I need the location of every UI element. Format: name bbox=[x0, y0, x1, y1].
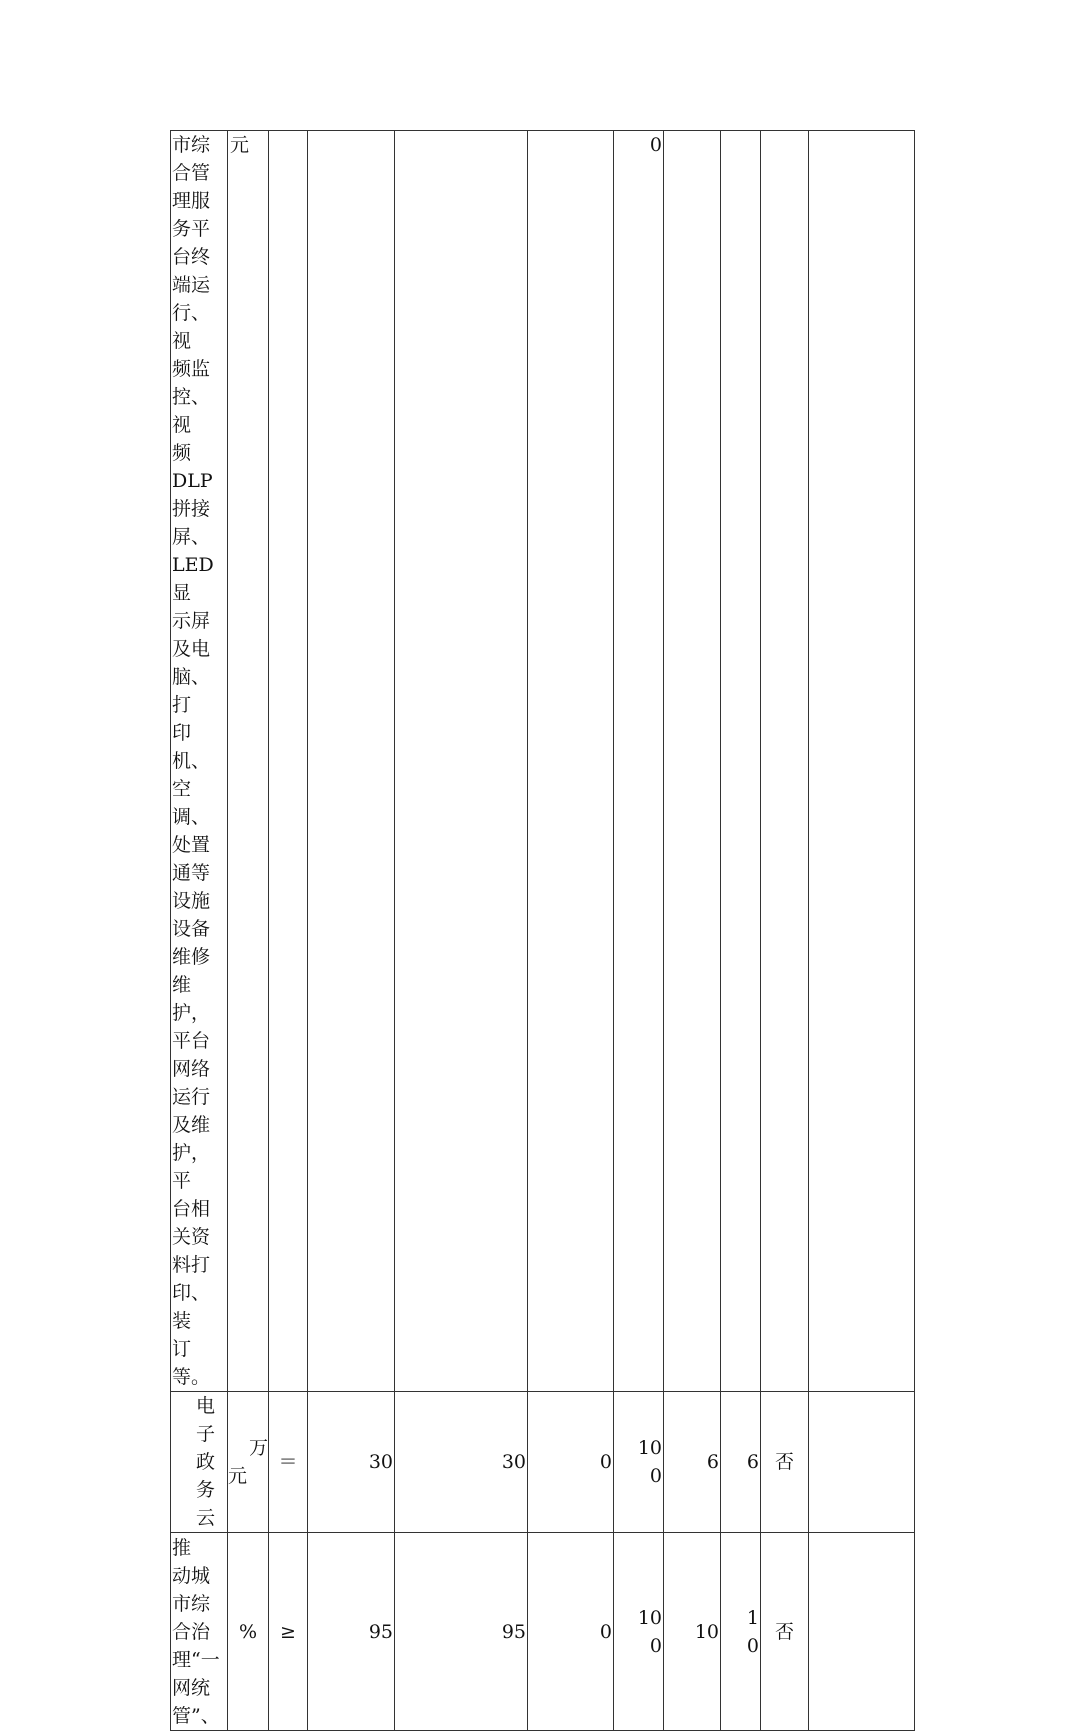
indicator-name-line: 动城 bbox=[172, 1564, 211, 1587]
difference-cell: 0 bbox=[528, 1533, 614, 1731]
indicator-name-line: 处置 bbox=[172, 834, 211, 856]
completion-rate-line: 0 bbox=[649, 1634, 662, 1657]
indicator-name-line: 平台 bbox=[172, 1030, 211, 1052]
indicator-name-line: 网统 bbox=[172, 1676, 211, 1699]
indicator-name-line: LED显 bbox=[172, 554, 214, 604]
indicator-name-line: 网络 bbox=[172, 1058, 211, 1080]
completion-rate-line: 10 bbox=[637, 1606, 662, 1629]
unit-cell: % bbox=[228, 1533, 269, 1731]
note-cell bbox=[809, 131, 915, 1392]
indicator-name-line: 运行 bbox=[172, 1086, 211, 1108]
indicator-name-line: 屏、 bbox=[172, 526, 211, 548]
unit-cell: 元 bbox=[228, 131, 269, 1392]
weight-cell: 10 bbox=[664, 1533, 721, 1731]
indicator-name-line: 行、视 bbox=[172, 302, 211, 352]
score-line: 0 bbox=[746, 1634, 759, 1657]
indicator-name-line: 料打 bbox=[172, 1254, 211, 1276]
indicator-name-line: 合管 bbox=[172, 162, 211, 184]
target-value-cell: 30 bbox=[308, 1392, 395, 1533]
operator-cell: ＝ bbox=[269, 1392, 308, 1533]
completion-rate-line: 10 bbox=[637, 1437, 662, 1459]
indicator-name-line: 端运 bbox=[172, 274, 211, 296]
note-cell bbox=[809, 1392, 915, 1533]
indicator-name-line: 务平 bbox=[172, 218, 211, 240]
indicator-name-line: 拼接 bbox=[172, 498, 211, 520]
score-cell bbox=[721, 1392, 761, 1533]
table-row bbox=[171, 1392, 915, 1533]
indicator-name-line: 护，平 bbox=[172, 1142, 211, 1192]
difference-cell bbox=[528, 131, 614, 1392]
score-cell bbox=[721, 1533, 761, 1731]
indicator-name-cell bbox=[171, 131, 228, 1392]
score-cell bbox=[721, 131, 761, 1392]
indicator-name-line: 务云 bbox=[196, 1479, 216, 1529]
indicator-name-line: 管”、 bbox=[172, 1704, 220, 1727]
indicator-name-line: 设备 bbox=[172, 918, 211, 940]
indicator-name-line: 维修 bbox=[172, 946, 211, 968]
target-value-cell bbox=[308, 131, 395, 1392]
indicator-name-line: 子政 bbox=[196, 1423, 216, 1473]
indicator-name-line: 市综 bbox=[172, 1592, 211, 1615]
performance-table bbox=[170, 130, 915, 1731]
indicator-name-line: 设施 bbox=[172, 890, 211, 912]
unit-line: 元 bbox=[228, 1465, 248, 1487]
target-value-cell: 95 bbox=[308, 1533, 395, 1731]
difference-cell: 0 bbox=[528, 1392, 614, 1533]
indicator-name-line: 合治 bbox=[172, 1620, 211, 1643]
indicator-name-line: 频DLP bbox=[172, 442, 213, 492]
indicator-name-line: 脑、打 bbox=[172, 666, 211, 716]
completion-rate-cell bbox=[614, 1392, 664, 1533]
indicator-name-line: 示屏 bbox=[172, 610, 211, 632]
indicator-name-line: 通等 bbox=[172, 862, 211, 884]
indicator-name-line: 频监 bbox=[172, 358, 211, 380]
indicator-name-line: 空调、 bbox=[172, 778, 211, 828]
indicator-name-cell bbox=[171, 1533, 228, 1731]
indicator-name-line: 电 bbox=[196, 1395, 216, 1417]
operator-cell bbox=[269, 131, 308, 1392]
indicator-name-line: 维护， bbox=[172, 974, 211, 1024]
indicator-name-line: 及电 bbox=[172, 638, 211, 660]
indicator-name-line: 台终 bbox=[172, 246, 211, 268]
actual-value-cell bbox=[395, 131, 528, 1392]
indicator-name-line: 控、视 bbox=[172, 386, 211, 436]
flag-cell: 否 bbox=[761, 1533, 809, 1731]
score-line: 1 bbox=[746, 1606, 759, 1629]
indicator-name-line: 台相 bbox=[172, 1198, 211, 1220]
completion-rate-line: 0 bbox=[649, 134, 662, 156]
unit-cell bbox=[228, 1392, 269, 1533]
indicator-name-line: 市综 bbox=[172, 134, 211, 156]
indicator-name-line: 推 bbox=[172, 1536, 192, 1559]
score-line: 6 bbox=[746, 1451, 759, 1473]
completion-rate-cell bbox=[614, 131, 664, 1392]
table-row bbox=[171, 131, 915, 1392]
actual-value-cell: 30 bbox=[395, 1392, 528, 1533]
table-row bbox=[171, 1533, 915, 1731]
actual-value-cell: 95 bbox=[395, 1533, 528, 1731]
weight-cell: 6 bbox=[664, 1392, 721, 1533]
completion-rate-line: 0 bbox=[649, 1465, 662, 1487]
note-cell bbox=[809, 1533, 915, 1731]
flag-cell: 否 bbox=[761, 1392, 809, 1533]
completion-rate-cell bbox=[614, 1533, 664, 1731]
indicator-name-line: 印、装 bbox=[172, 1282, 211, 1332]
flag-cell bbox=[761, 131, 809, 1392]
indicator-name-line: 订等。 bbox=[172, 1338, 211, 1388]
operator-cell: ≥ bbox=[269, 1533, 308, 1731]
indicator-name-line: 关资 bbox=[172, 1226, 211, 1248]
weight-cell bbox=[664, 131, 721, 1392]
indicator-name-line: 理“一 bbox=[172, 1648, 220, 1671]
unit-line: 万 bbox=[248, 1437, 268, 1459]
indicator-name-cell bbox=[171, 1392, 228, 1533]
indicator-name-line: 印机、 bbox=[172, 722, 211, 772]
indicator-name-line: 理服 bbox=[172, 190, 211, 212]
indicator-name-line: 及维 bbox=[172, 1114, 211, 1136]
